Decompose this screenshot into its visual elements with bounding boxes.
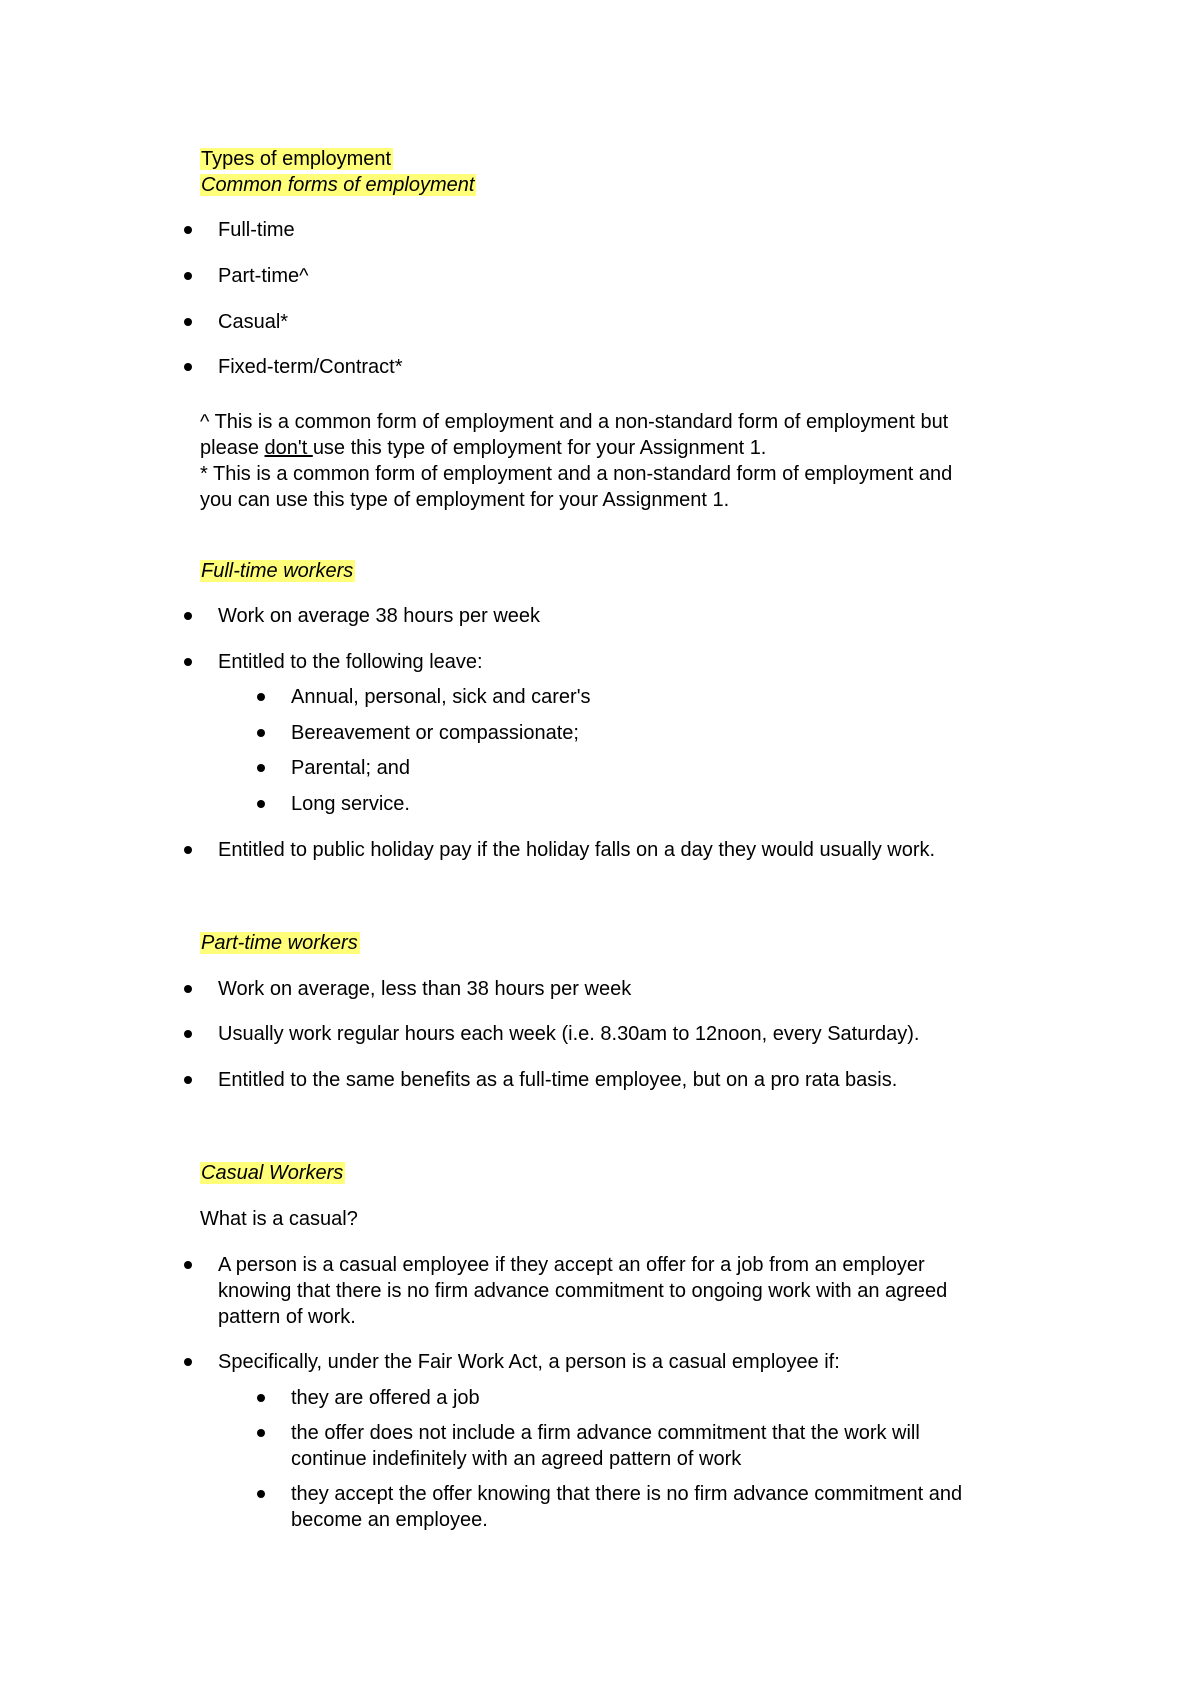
sub-list-item — [0, 755, 1200, 781]
sub-list-item-text: they accept the offer knowing that there is no firm advance commitment and — [291, 1483, 963, 1505]
list-item — [0, 1252, 1200, 1278]
sub-list-item-continuation — [0, 1507, 1200, 1533]
bullet-icon — [184, 318, 192, 326]
bullet-icon — [257, 729, 265, 737]
list-item-text: Part-time^ — [218, 265, 309, 287]
bullet-icon — [184, 1261, 192, 1269]
bullet-icon — [257, 1490, 265, 1498]
list-item — [0, 263, 1200, 289]
list-item-text: Entitled to the same benefits as a full-time employee, but on a pro rata basis. — [218, 1069, 898, 1091]
list-item — [0, 309, 1200, 335]
note-line — [200, 435, 766, 461]
list-item — [0, 1067, 1200, 1093]
sub-list-item — [0, 1481, 1200, 1507]
note-emphasis: don't — [264, 437, 313, 459]
list-item — [0, 1349, 1200, 1375]
bullet-icon — [184, 1076, 192, 1084]
question-label: What is a casual? — [200, 1208, 358, 1230]
question-text — [200, 1206, 358, 1232]
list-item — [0, 649, 1200, 675]
bullet-icon — [257, 1429, 265, 1437]
list-item-text: Work on average, less than 38 hours per week — [218, 978, 632, 1000]
note-text: use this type of employment for your Assignment 1. — [312, 437, 767, 459]
section-heading-text: Full-time workers — [201, 560, 354, 582]
note-line — [200, 461, 952, 487]
sub-list-item-text: continue indefinitely with an agreed pattern of work — [291, 1448, 742, 1470]
list-item-text: Fixed-term/Contract* — [218, 356, 403, 378]
section-title — [200, 146, 393, 172]
section-title-text: Types of employment — [201, 148, 392, 170]
bullet-icon — [184, 272, 192, 280]
list-item-text: Specifically, under the Fair Work Act, a person is a casual employee if: — [218, 1351, 840, 1373]
list-item — [0, 354, 1200, 380]
list-item-text: Casual* — [218, 311, 289, 333]
sub-list-item — [0, 1420, 1200, 1446]
list-item — [0, 603, 1200, 629]
sub-list-item-text: Parental; and — [291, 757, 410, 779]
sub-list-item — [0, 791, 1200, 817]
bullet-icon — [184, 612, 192, 620]
bullet-icon — [184, 1358, 192, 1366]
bullet-icon — [257, 693, 265, 701]
list-item — [0, 837, 1200, 863]
section-subtitle-text: Common forms of employment — [201, 174, 475, 196]
sub-list-item — [0, 684, 1200, 710]
note-line — [200, 487, 729, 513]
list-item — [0, 976, 1200, 1002]
bullet-icon — [184, 363, 192, 371]
bullet-icon — [257, 764, 265, 772]
sub-list-item — [0, 720, 1200, 746]
list-item-text: Usually work regular hours each week (i.e. 8.30am to 12noon, every Saturday). — [218, 1023, 920, 1045]
list-item-text: knowing that there is no firm advance commitment to ongoing work with an agreed — [218, 1280, 948, 1302]
note-text: ^ This is a common form of employment and a non-standard form of employment but — [200, 411, 949, 433]
bullet-icon — [257, 800, 265, 808]
list-item-continuation — [0, 1304, 1200, 1330]
sub-list-item-text: Annual, personal, sick and carer's — [291, 686, 591, 708]
section-heading — [200, 558, 355, 584]
bullet-icon — [184, 846, 192, 854]
bullet-icon — [184, 658, 192, 666]
section-heading — [200, 930, 360, 956]
list-item-text: pattern of work. — [218, 1306, 356, 1328]
sub-list-item-text: become an employee. — [291, 1509, 488, 1531]
note-text: * This is a common form of employment and a non-standard form of employment and — [200, 463, 953, 485]
section-subtitle — [200, 172, 476, 198]
list-item-text: A person is a casual employee if they accept an offer for a job from an employer — [218, 1254, 925, 1276]
sub-list-item-text: the offer does not include a firm advance commitment that the work will — [291, 1422, 920, 1444]
section-heading-text: Casual Workers — [201, 1162, 344, 1184]
section-heading-text: Part-time workers — [201, 932, 358, 954]
bullet-icon — [257, 1394, 265, 1402]
bullet-icon — [184, 985, 192, 993]
bullet-icon — [184, 1030, 192, 1038]
sub-list-item-text: Long service. — [291, 793, 410, 815]
note-text: you can use this type of employment for your Assignment 1. — [200, 489, 730, 511]
list-item-text: Work on average 38 hours per week — [218, 605, 541, 627]
note-text: please — [200, 437, 265, 459]
list-item — [0, 1021, 1200, 1047]
sub-list-item-text: Bereavement or compassionate; — [291, 722, 579, 744]
sub-list-item — [0, 1385, 1200, 1411]
sub-list-item-continuation — [0, 1446, 1200, 1472]
list-item-text: Entitled to public holiday pay if the holiday falls on a day they would usually work. — [218, 839, 936, 861]
list-item — [0, 217, 1200, 243]
bullet-icon — [184, 226, 192, 234]
list-item-text: Entitled to the following leave: — [218, 651, 483, 673]
note-line — [200, 409, 948, 435]
section-heading — [200, 1160, 345, 1186]
sub-list-item-text: they are offered a job — [291, 1387, 480, 1409]
list-item-continuation — [0, 1278, 1200, 1304]
list-item-text: Full-time — [218, 219, 295, 241]
